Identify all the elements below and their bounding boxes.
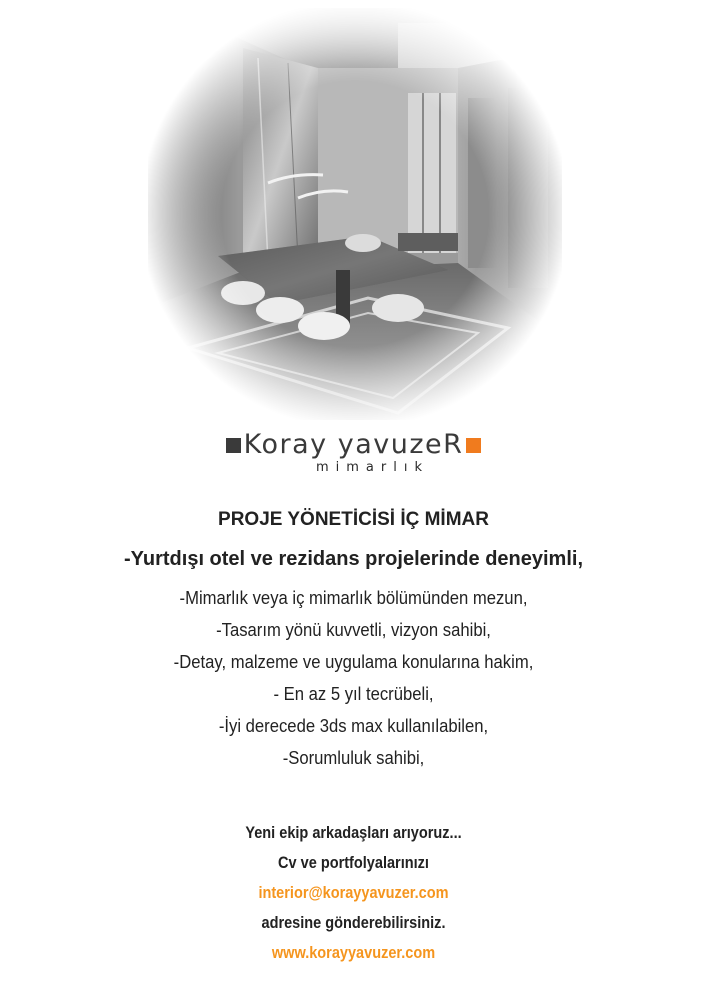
requirement-item: - En az 5 yıl tecrübeli, [273,683,434,704]
logo-subtitle: mimarlık [315,460,429,475]
contact-section [0,818,707,968]
website-link[interactable]: www.korayyavuzer.com [271,944,436,962]
contact-line-hiring: Yeni ekip arkadaşları arıyoruz... [245,824,462,842]
requirements-list [0,582,707,774]
contact-line-send: adresine gönderebilirsiniz. [261,914,446,932]
logo-row [226,428,482,462]
requirement-item: -Detay, malzeme ve uygulama konularına hakim, [173,651,534,672]
requirement-item: -Sorumluluk sahibi, [282,747,425,768]
interior-render-image [148,8,562,420]
requirement-item: -Tasarım yönü kuvvetli, vizyon sahibi, [216,619,491,640]
logo-orange-square-icon [466,438,481,453]
logo-brand-name: Koray yavuzeR [243,429,464,460]
company-logo [0,428,707,475]
contact-line-cv: Cv ve portfolyalarınızı [278,854,429,872]
contact-email-link[interactable]: interior@korayyavuzer.com [258,884,449,902]
logo-dark-square-icon [226,438,241,453]
requirement-item: -İyi derecede 3ds max kullanılabilen, [218,715,489,736]
job-title: PROJE YÖNETİCİSİ İÇ MİMAR [218,509,489,530]
hero-image [148,8,562,420]
requirement-item: -Mimarlık veya iç mimarlık bölümünden mezun, [179,587,528,608]
lead-requirement: -Yurtdışı otel ve rezidans projelerinde deneyimli, [123,548,584,570]
